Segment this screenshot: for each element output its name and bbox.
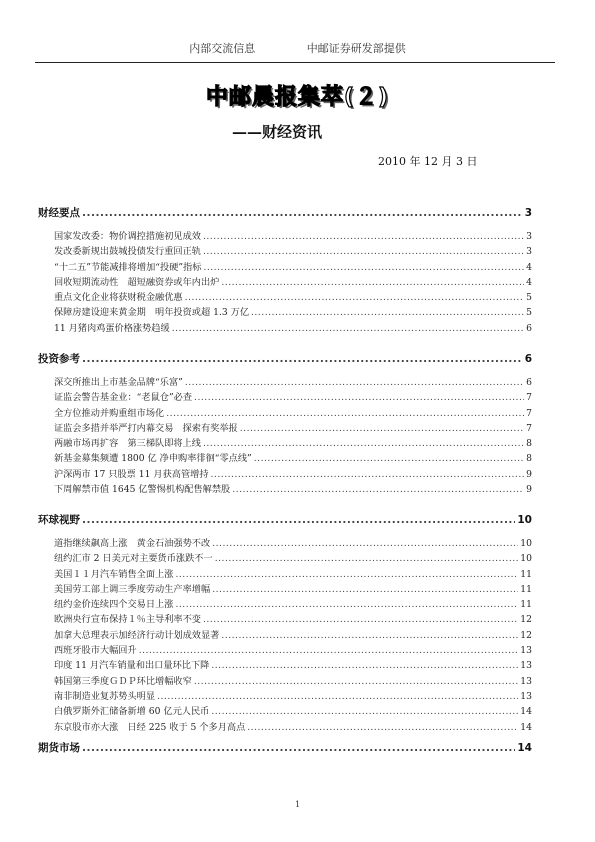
item-page-number: 13 xyxy=(520,660,532,672)
dot-leader xyxy=(166,406,524,421)
item-title: 两融市场再扩容 第三梯队即将上线 xyxy=(54,438,201,450)
dot-leader xyxy=(221,275,524,290)
item-page-number: 13 xyxy=(520,675,532,687)
item-page-number: 14 xyxy=(520,706,532,718)
section-title: 财经要点 xyxy=(38,207,80,219)
item-title: 保障房建设迎来黄金期 明年投资或超 1.3 万亿 xyxy=(54,307,250,319)
toc-item[interactable] xyxy=(38,628,532,643)
dot-leader xyxy=(203,244,524,259)
toc-item[interactable] xyxy=(38,597,532,612)
toc-item[interactable] xyxy=(38,467,532,482)
item-title: 纽约金价连续四个交易日上涨 xyxy=(54,599,174,611)
toc-item[interactable] xyxy=(38,643,532,658)
toc-item[interactable] xyxy=(38,229,532,244)
toc-section-heading[interactable] xyxy=(38,740,532,756)
dot-leader xyxy=(211,704,518,719)
section-title: 投资参考 xyxy=(38,353,80,365)
item-page-number: 7 xyxy=(526,392,532,404)
toc-item[interactable] xyxy=(38,375,532,390)
item-page-number: 9 xyxy=(526,468,532,480)
dot-leader xyxy=(215,551,519,566)
section-page-number: 10 xyxy=(517,514,532,526)
item-title: “十二五”节能减排将增加“投硬”指标 xyxy=(54,261,202,273)
dot-leader xyxy=(203,229,524,244)
toc-item[interactable] xyxy=(38,406,532,421)
item-title: 证监会多措并举严打内幕交易 探索有奖举报 xyxy=(54,422,238,434)
toc-item[interactable] xyxy=(38,421,532,436)
dot-leader xyxy=(203,260,524,275)
document-date: 2010 年 12 月 3 日 xyxy=(378,155,478,168)
item-page-number: 4 xyxy=(526,276,532,288)
item-page-number: 6 xyxy=(526,322,532,334)
item-page-number: 3 xyxy=(526,231,532,242)
item-title: 韩国第三季度ＧＤＰ环比增幅收窄 xyxy=(54,675,192,687)
item-page-number: 4 xyxy=(526,261,532,273)
item-title: 纽约汇市 2 日美元对主要货币涨跌不一 xyxy=(54,553,213,565)
toc-item[interactable] xyxy=(38,244,532,259)
toc-section-heading[interactable] xyxy=(38,205,532,221)
dot-leader xyxy=(185,375,524,390)
dot-leader xyxy=(212,536,518,551)
item-page-number: 8 xyxy=(526,453,532,465)
item-page-number: 6 xyxy=(526,377,532,388)
toc-item[interactable] xyxy=(38,567,532,582)
item-page-number: 10 xyxy=(520,538,532,549)
toc-section-global-view xyxy=(38,512,532,735)
toc-item[interactable] xyxy=(38,551,532,566)
toc-item[interactable] xyxy=(38,260,532,275)
dot-leader xyxy=(251,305,524,320)
dot-leader xyxy=(194,674,518,689)
section-title: 期货市场 xyxy=(38,742,80,754)
toc-item[interactable] xyxy=(38,451,532,466)
item-page-number: 5 xyxy=(526,292,532,304)
dot-leader xyxy=(157,689,518,704)
item-title: 重点文化企业将获财税金融优惠 xyxy=(54,292,183,304)
item-page-number: 10 xyxy=(520,553,532,565)
toc-section-investment-reference xyxy=(38,351,532,497)
dot-leader xyxy=(194,390,524,405)
dot-leader xyxy=(172,321,524,336)
dot-leader xyxy=(82,205,523,221)
item-title: 欧洲央行宣布保持１％主导利率不变 xyxy=(54,614,201,626)
dot-leader xyxy=(175,597,518,612)
toc-item[interactable] xyxy=(38,290,532,305)
dot-leader xyxy=(254,451,524,466)
dot-leader xyxy=(82,512,515,528)
item-page-number: 7 xyxy=(526,407,532,419)
item-page-number: 13 xyxy=(520,690,532,702)
document-subtitle: ——财经资讯 xyxy=(232,123,323,141)
dot-leader xyxy=(203,436,524,451)
dot-leader xyxy=(203,612,518,627)
page-number: 1 xyxy=(294,800,301,809)
item-page-number: 9 xyxy=(526,484,532,496)
item-title: 南非制造业复苏势头明显 xyxy=(54,690,156,702)
item-page-number: 7 xyxy=(526,422,532,434)
toc-section-futures-market xyxy=(38,740,532,756)
toc-item[interactable] xyxy=(38,704,532,719)
item-page-number: 14 xyxy=(520,721,532,733)
item-page-number: 11 xyxy=(520,568,532,580)
toc-item[interactable] xyxy=(38,720,532,735)
item-title: 美国１１月汽车销售全面上涨 xyxy=(54,568,174,580)
toc-section-heading[interactable] xyxy=(38,351,532,367)
dot-leader xyxy=(211,658,518,673)
section-page-number: 3 xyxy=(524,207,532,219)
section-page-number: 14 xyxy=(517,742,532,754)
item-page-number: 11 xyxy=(520,599,532,611)
toc-item[interactable] xyxy=(38,275,532,290)
section-page-number: 6 xyxy=(524,353,532,365)
toc-item[interactable] xyxy=(38,689,532,704)
item-title: 全方位推动并购重组市场化 xyxy=(54,407,165,419)
header-left-text: 内部交流信息 xyxy=(189,42,256,55)
dot-leader xyxy=(139,643,519,658)
item-title: 证监会警告基金业：“老鼠仓”必查 xyxy=(54,392,193,404)
toc-item[interactable] xyxy=(38,536,532,551)
item-title: 新基金募集频遭 1800 亿 净申购率徘徊“零点线” xyxy=(54,453,252,465)
item-title: 回收短期流动性 超短融资券或年内出炉 xyxy=(54,276,220,288)
item-title: 11 月猪肉鸡蛋价格涨势趋缓 xyxy=(54,322,170,334)
dot-leader xyxy=(240,421,524,436)
item-title: 下周解禁市值 1645 亿警惕机构配售解禁股 xyxy=(54,484,231,496)
dot-leader xyxy=(247,720,518,735)
dot-leader xyxy=(211,467,525,482)
item-page-number: 5 xyxy=(526,307,532,319)
dot-leader xyxy=(82,740,515,756)
item-title: 西班牙股市大幅回升 xyxy=(54,645,137,657)
item-title: 东京股市亦大涨 日经 225 收于 5 个多月高点 xyxy=(54,721,246,733)
toc-item[interactable] xyxy=(38,658,532,673)
header-divider xyxy=(35,62,555,63)
item-title: 沪深两市 17 只股票 11 月获高管增持 xyxy=(54,468,209,480)
toc-section-financial-highlights xyxy=(38,205,532,336)
toc-item[interactable] xyxy=(38,321,532,336)
item-page-number: 13 xyxy=(520,645,532,657)
toc-item[interactable] xyxy=(38,305,532,320)
item-title: 加拿大总理表示加经济行动计划成效显著 xyxy=(54,629,220,641)
dot-leader xyxy=(185,290,525,305)
item-page-number: 11 xyxy=(520,583,532,595)
item-title: 道指继续飙高上涨 黄金石油强势不改 xyxy=(54,538,211,549)
item-title: 美国劳工部上调三季度劳动生产率增幅 xyxy=(54,583,211,595)
item-page-number: 12 xyxy=(520,614,532,626)
header-right-text: 中邮证券研发部提供 xyxy=(306,42,406,55)
item-page-number: 12 xyxy=(520,629,532,641)
dot-leader xyxy=(212,582,518,597)
item-title: 印度 11 月汽车销量和出口量环比下降 xyxy=(54,660,210,672)
section-title: 环球视野 xyxy=(38,514,80,526)
item-title: 发改委新规出鼓城投债发行重回正轨 xyxy=(54,246,201,258)
toc-item[interactable] xyxy=(38,582,532,597)
dot-leader xyxy=(232,482,524,497)
document-title: 中邮晨报集萃(２) xyxy=(205,85,390,110)
toc-item[interactable] xyxy=(38,612,532,627)
item-page-number: 8 xyxy=(526,438,532,450)
item-page-number: 3 xyxy=(526,246,532,258)
page-header xyxy=(0,40,595,58)
item-title: 白俄罗斯外汇储备新增 60 亿元人民币 xyxy=(54,706,210,718)
dot-leader xyxy=(175,567,518,582)
toc-item[interactable] xyxy=(38,674,532,689)
toc-item[interactable] xyxy=(38,436,532,451)
toc-item[interactable] xyxy=(38,482,532,497)
item-title: 国家发改委：物价调控措施初见成效 xyxy=(54,231,201,242)
toc-item[interactable] xyxy=(38,390,532,405)
dot-leader xyxy=(82,351,523,367)
toc-section-heading[interactable] xyxy=(38,512,532,528)
dot-leader xyxy=(221,628,518,643)
item-title: 深交所推出上市基金品牌“乐富” xyxy=(54,377,183,388)
